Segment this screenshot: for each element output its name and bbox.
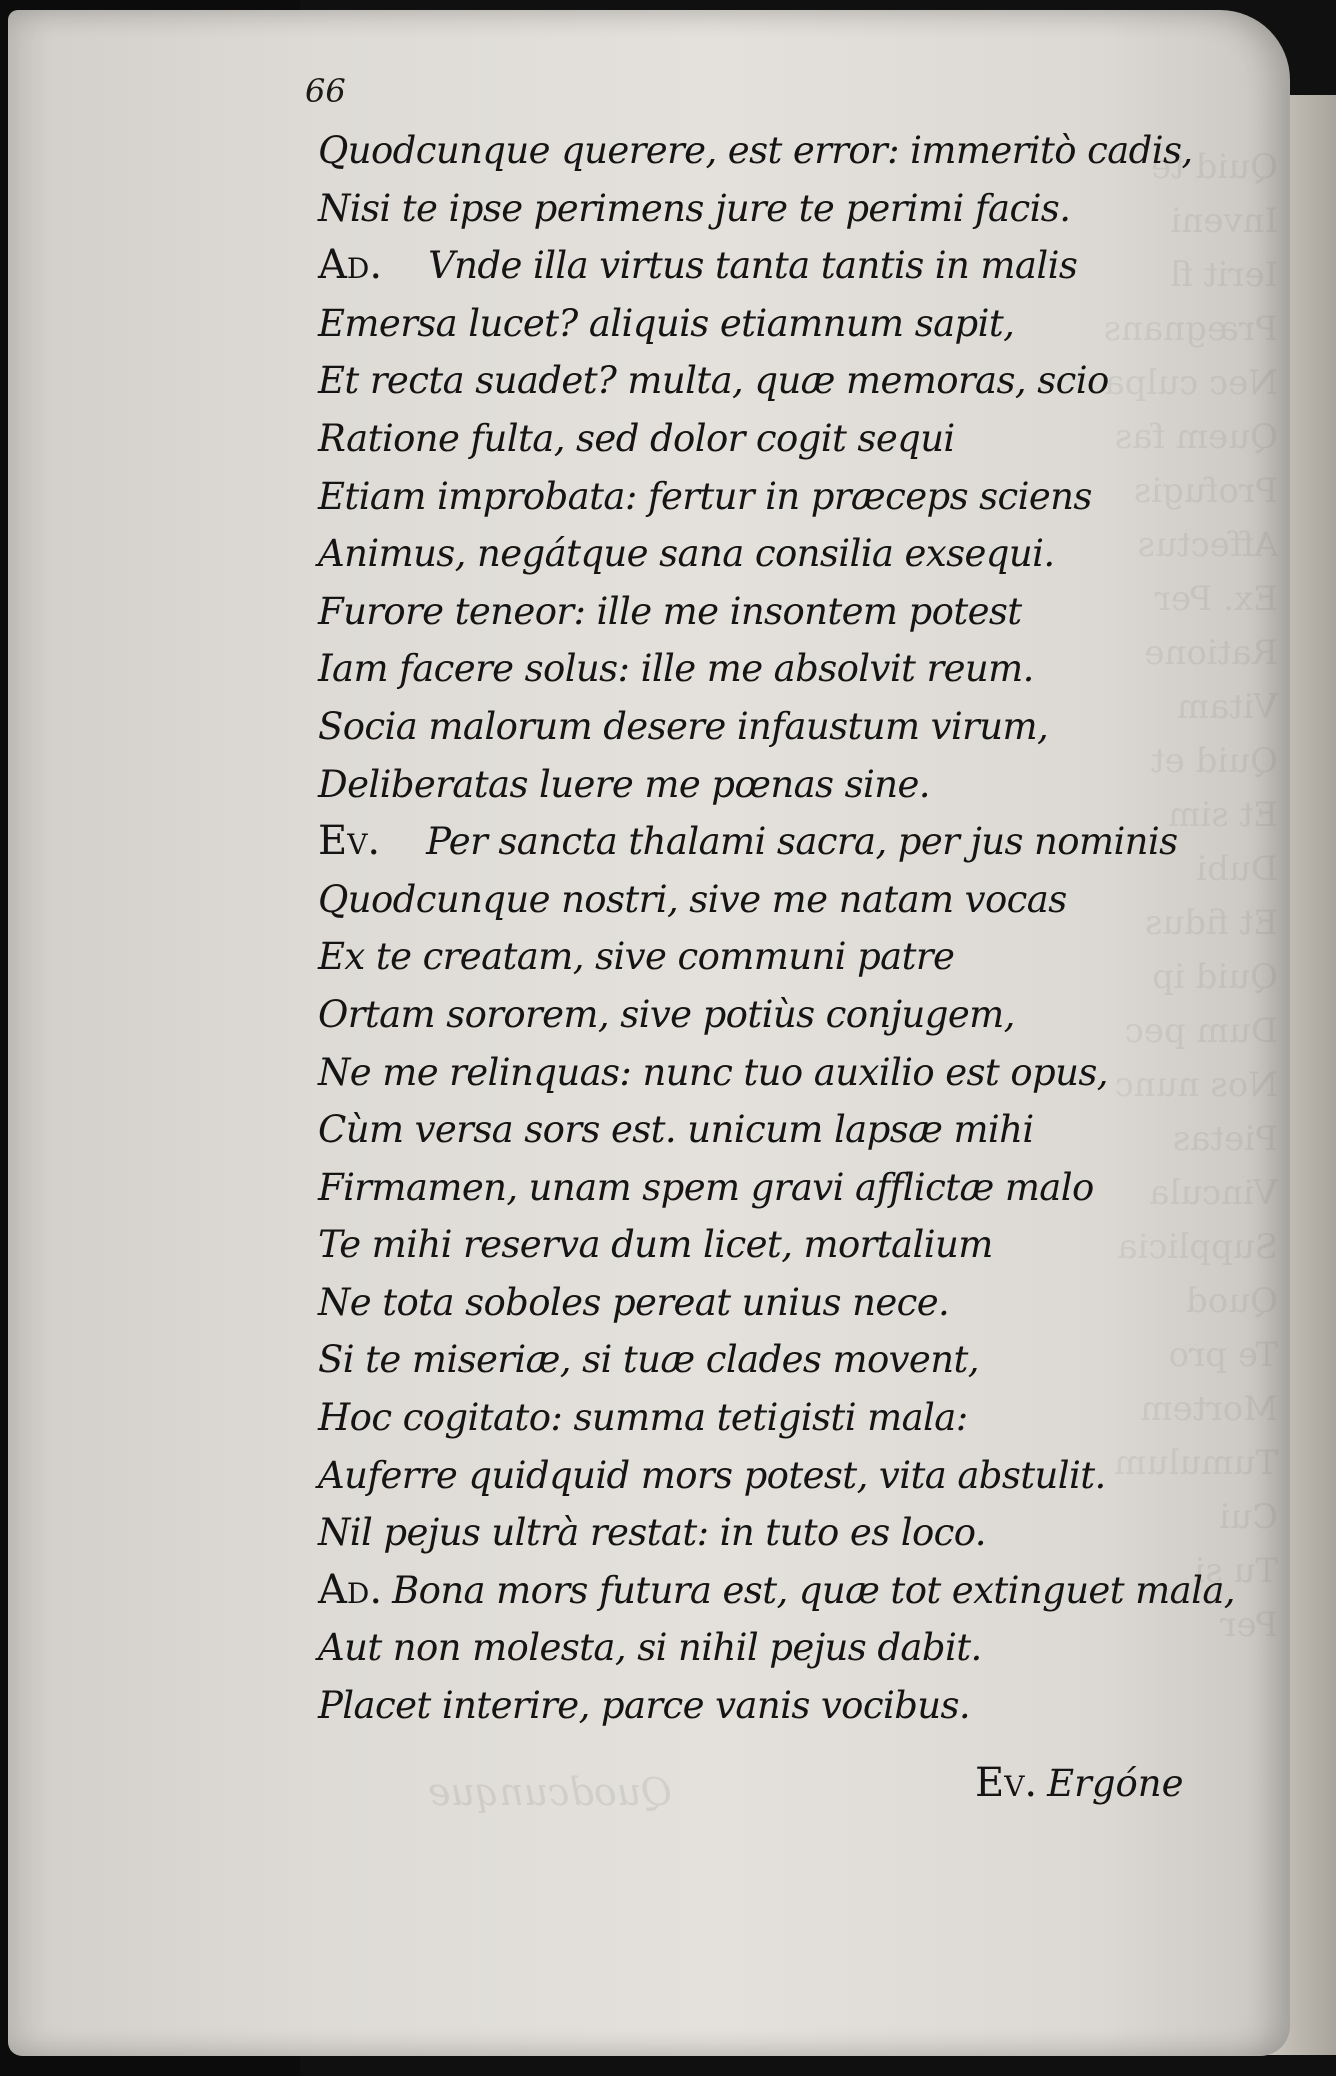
verse-text: Si te miseriæ, si tuæ clades movent, — [318, 1338, 979, 1382]
verse-line — [318, 583, 1218, 641]
verse-text: Etiam improbata: fertur in præceps sciens — [318, 474, 1092, 518]
verse-text: Ne me relinquas: nunc tuo auxilio est opus, — [318, 1050, 1108, 1094]
verse-line — [318, 1504, 1218, 1562]
verse-line — [318, 295, 1218, 353]
verse-line — [318, 1389, 1218, 1447]
verse-line — [318, 1562, 1235, 1620]
verse-text: Et recta suadet? multa, quæ memoras, scio — [318, 359, 1109, 403]
verse-text: Ex te creatam, sive communi patre — [318, 935, 955, 979]
catchword-speaker: Ev. — [975, 1760, 1038, 1806]
verse-line — [318, 468, 1218, 526]
verse-line — [318, 813, 1218, 871]
speaker-label: Ad. — [318, 1566, 383, 1613]
verse-text: Ortam sororem, sive potiùs conjugem, — [318, 992, 1015, 1036]
verse-text: Ne tota soboles pereat unius nece. — [318, 1280, 950, 1324]
verse-text: Cùm versa sors est. unicum lapsæ mihi — [318, 1108, 1034, 1152]
verse-line — [318, 237, 1218, 295]
verse-text: Ratione fulta, sed dolor cogit sequi — [318, 416, 955, 460]
verse-text: Te mihi reserva dum licet, mortalium — [318, 1223, 993, 1267]
verse-text: Placet interire, parce vanis vocibus. — [318, 1684, 971, 1728]
verse-text: Nil pejus ultrà restat: in tuto es loco. — [318, 1511, 986, 1555]
verse-line — [318, 1216, 1218, 1274]
verse-line — [318, 698, 1218, 756]
verse-line — [318, 756, 1218, 814]
verse-line — [318, 525, 1218, 583]
catchword — [975, 1760, 1184, 1806]
page-number: 66 — [305, 72, 346, 110]
verse-text: Aut non molesta, si nihil pejus dabit. — [318, 1626, 982, 1670]
verse-text: Auferre quidquid mors potest, vita abstulit. — [318, 1453, 1106, 1497]
verse-line — [318, 871, 1218, 929]
verse-line — [318, 1447, 1218, 1505]
verse-line — [318, 1044, 1218, 1102]
verse-line — [318, 1619, 1218, 1677]
show-through-catchword: Quodcunque — [428, 1770, 673, 1814]
verse-text: Animus, negátque sana consilia exsequi. — [318, 532, 1055, 576]
verse-line — [318, 410, 1218, 468]
verse-text: Socia malorum desere infaustum virum, — [318, 704, 1049, 748]
verse-line — [318, 1677, 1218, 1735]
verse-text: Quodcunque querere, est error: immeritò cadis, — [318, 129, 1193, 172]
verse-text: Vnde illa virtus tanta tantis in malis — [428, 244, 1078, 288]
verse-line — [318, 1159, 1218, 1217]
verse-line — [318, 352, 1218, 410]
verse-text: Bona mors futura est, quæ tot extinguet mala, — [392, 1568, 1235, 1612]
verse-text: Furore teneor: ille me insontem potest — [318, 589, 1022, 633]
verse-line — [318, 928, 1218, 986]
verse-block — [318, 122, 1235, 1735]
verse-line — [318, 986, 1218, 1044]
verse-line — [318, 122, 1218, 180]
verse-text: Firmamen, unam spem gravi afflictæ malo — [318, 1165, 1094, 1209]
verse-text: Iam facere solus: ille me absolvit reum. — [318, 647, 1034, 691]
verse-line — [318, 1274, 1218, 1332]
verse-text: Deliberatas luere me pœnas sine. — [318, 762, 930, 806]
verse-line — [318, 640, 1218, 698]
show-through-text: Quid te Inveni Ierit fl Prægnans Nec culpa Quem fas Profugis Affectus Ex. Per Ratione Vitam Quid et Et sim Dubi Et fidus Quid ip Dum pec Nos nunc Pietas Vincula Supplicia Quod Te pro Mortem Tumulum Cui Tu si Per — [1103, 147, 1278, 1645]
speaker-label: Ad. — [318, 242, 383, 289]
verse-text: Emersa lucet? aliquis etiamnum sapit, — [318, 301, 1015, 345]
verse-text: Quodcunque nostri, sive me natam vocas — [318, 877, 1067, 921]
verse-text: Nisi te ipse perimens jure te perimi facis. — [318, 186, 1071, 230]
verse-line — [318, 1331, 1218, 1389]
verse-text: Hoc cogitato: summa tetigisti mala: — [318, 1396, 968, 1440]
catchword-word: Ergóne — [1047, 1762, 1184, 1805]
verse-line — [318, 1101, 1218, 1159]
verse-text: Per sancta thalami sacra, per jus nominis — [426, 820, 1178, 864]
verse-line — [318, 180, 1218, 238]
speaker-label: Ev. — [318, 818, 381, 865]
